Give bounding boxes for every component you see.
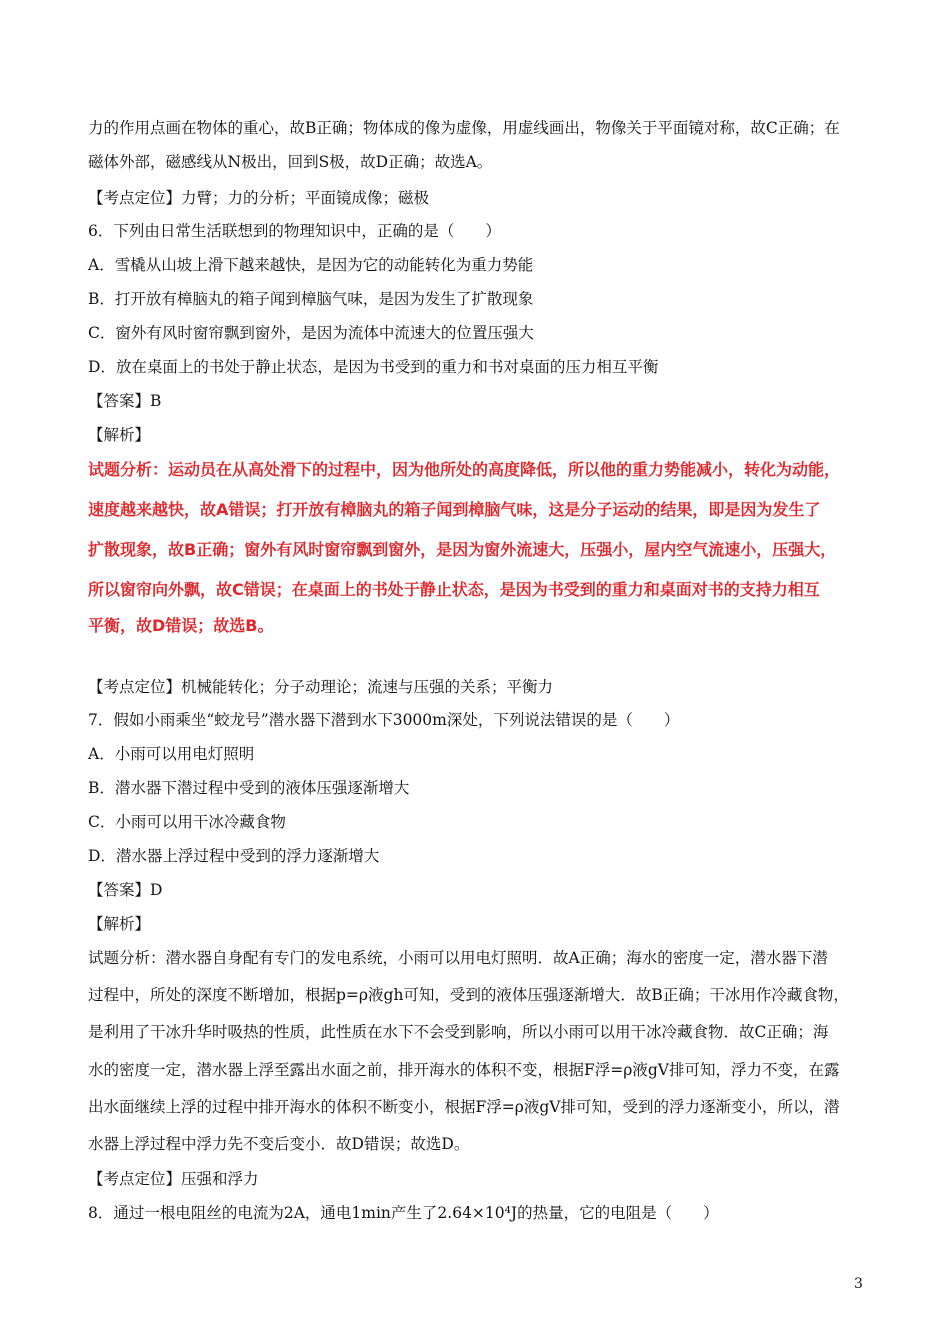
analysis-text-red: 平衡，故D错误；故选B。 bbox=[88, 616, 274, 635]
text-line: 【考点定位】机械能转化；分子动理论；流速与压强的关系；平衡力 bbox=[88, 678, 554, 696]
analysis-text: 过程中，所处的深度不断增加，根据p=ρ液gh可知，受到的液体压强逐渐增大．故B正确；干冰用作冷藏食物， bbox=[88, 986, 849, 1004]
option-b: B．潜水器下潜过程中受到的液体压强逐渐增大 bbox=[88, 779, 410, 797]
option-a: A．小雨可以用电灯照明 bbox=[88, 745, 255, 763]
text-line: 力的作用点画在物体的重心，故B正确；物体成的像为虚像，用虚线画出，物像关于平面镜对称，故C正确；在 bbox=[88, 119, 840, 137]
option-a: A．雪橇从山坡上滑下越来越快，是因为它的动能转化为重力势能 bbox=[88, 256, 534, 274]
analysis-label: 【解析】 bbox=[88, 426, 151, 444]
option-d: D．放在桌面上的书处于静止状态，是因为书受到的重力和书对桌面的压力相互平衡 bbox=[88, 358, 659, 376]
analysis-text-red: 试题分析：运动员在从高处滑下的过程中，因为他所处的高度降低，所以他的重力势能减小，转化为动能， bbox=[88, 460, 841, 479]
question-6: 6．下列由日常生活联想到的物理知识中，正确的是（ ） bbox=[88, 222, 501, 240]
analysis-text: 是利用了干冰升华时吸热的性质，此性质在水下不会受到影响，所以小雨可以用干冰冷藏食物．故C正确；海 bbox=[88, 1023, 829, 1041]
option-c: C．窗外有风时窗帘飘到窗外，是因为流体中流速大的位置压强大 bbox=[88, 324, 534, 342]
analysis-text-red: 所以窗帘向外飘，故C错误；在桌面上的书处于静止状态，是因为书受到的重力和桌面对书的支持力相互 bbox=[88, 580, 820, 599]
text-line: 【考点定位】力臂；力的分析；平面镜成像；磁极 bbox=[88, 189, 430, 207]
option-d: D．潜水器上浮过程中受到的浮力逐渐增大 bbox=[88, 847, 380, 865]
text-line: 磁体外部，磁感线从N极出，回到S极，故D正确；故选A。 bbox=[88, 153, 493, 171]
answer-label: 【答案】B bbox=[88, 392, 162, 410]
question-7: 7．假如小雨乘坐“蛟龙号”潜水器下潜到水下3000m深处，下列说法错误的是（ ） bbox=[88, 711, 680, 729]
analysis-text: 出水面继续上浮的过程中排开海水的体积不断变小，根据F浮=ρ液gV排可知，受到的浮力逐渐变小，所以，潜 bbox=[88, 1098, 840, 1116]
analysis-text-red: 速度越来越快，故A错误；打开放有樟脑丸的箱子闻到樟脑气味，这是分子运动的结果，即是因为发生了 bbox=[88, 500, 821, 519]
analysis-label: 【解析】 bbox=[88, 915, 151, 933]
analysis-text: 水的密度一定，潜水器上浮至露出水面之前，排开海水的体积不变，根据F浮=ρ液gV排可知，浮力不变，在露 bbox=[88, 1061, 840, 1079]
analysis-text: 试题分析：潜水器自身配有专门的发电系统，小雨可以用电灯照明．故A正确；海水的密度一定，潜水器下潜 bbox=[88, 949, 828, 967]
analysis-text: 水器上浮过程中浮力先不变后变小．故D错误；故选D。 bbox=[88, 1135, 470, 1153]
page-number: 3 bbox=[854, 1276, 863, 1292]
question-8: 8．通过一根电阻丝的电流为2A，通电1min产生了2.64×10⁴J的热量，它的电阻是（ ） bbox=[88, 1204, 719, 1222]
analysis-text-red: 扩散现象，故B正确；窗外有风时窗帘飘到窗外，是因为窗外流速大，压强小，屋内空气流速小，压强大， bbox=[88, 540, 837, 559]
text-line: 【考点定位】压强和浮力 bbox=[88, 1170, 259, 1188]
option-c: C．小雨可以用干冰冷藏食物 bbox=[88, 813, 286, 831]
option-b: B．打开放有樟脑丸的箱子闻到樟脑气味，是因为发生了扩散现象 bbox=[88, 290, 534, 308]
answer-label: 【答案】D bbox=[88, 881, 163, 899]
